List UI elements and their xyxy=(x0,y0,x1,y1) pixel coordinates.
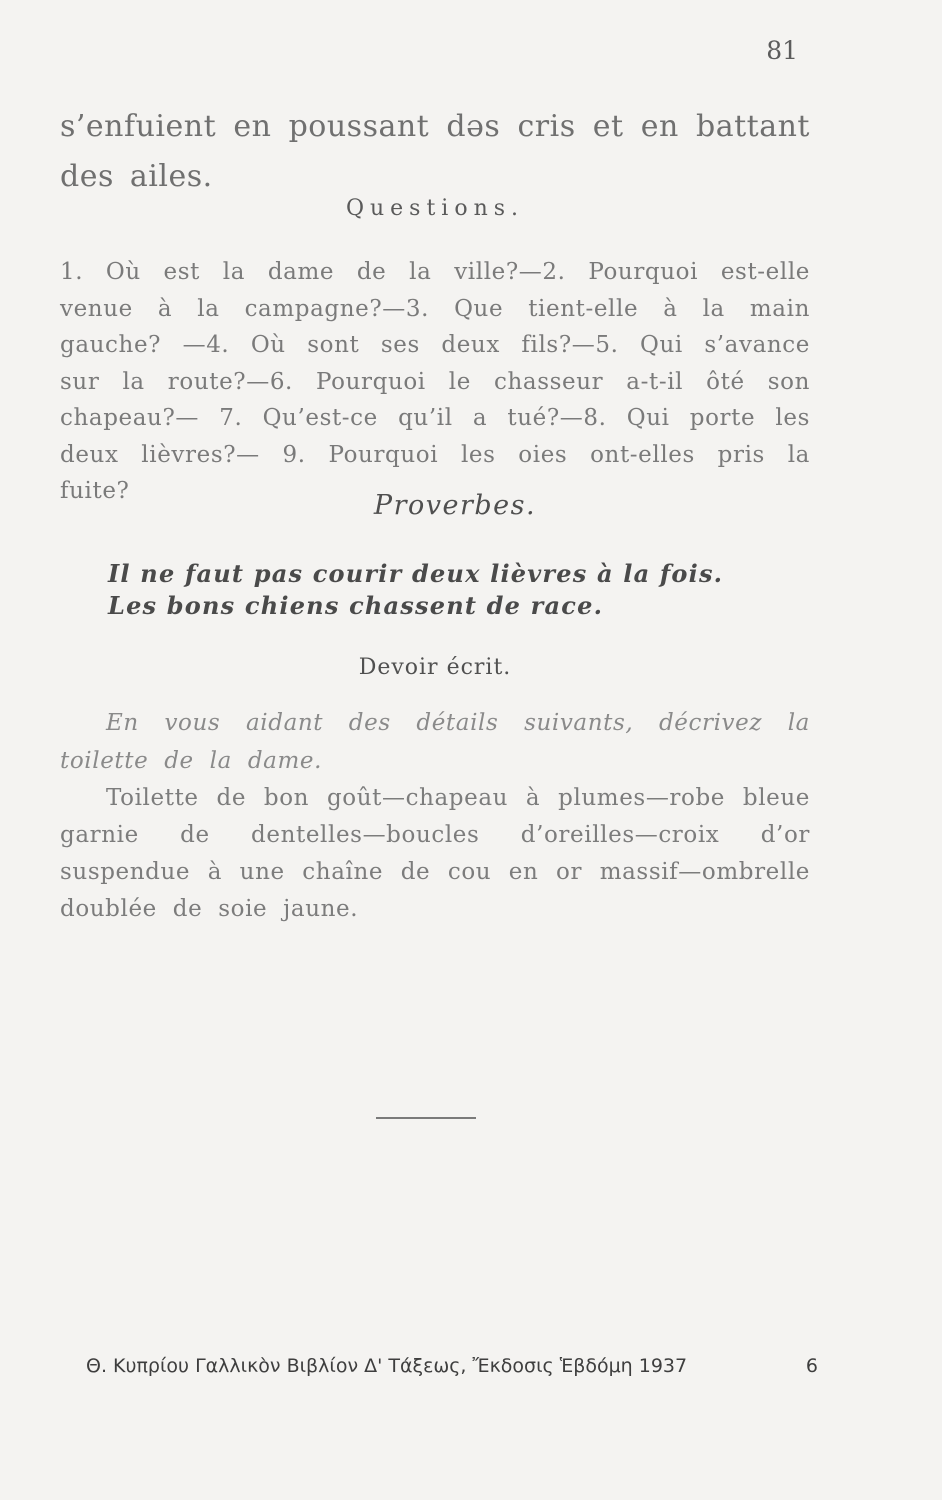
questions-paragraph: 1. Où est la dame de la ville?—2. Pourquoi est-elle venue à la campagne?—3. Que tient-elle à la main gauche? —4. Où sont ses deux fils?—5. Qui s’avance sur la route?—6. Pourquoi le chasseur a-t-il ôté son chapeau?— 7. Qu’est-ce qu’il a tué?—8. Qui porte les deux lièvres?— 9. Pourquoi les oies ont-elles pris la fuite? xyxy=(60,259,810,504)
footer-imprint: Θ. Κυπρίου Γαλλικὸν Βιβλίον Δ' Τάξεως, Ἔκδοσις Ἑβδόμη 1937 xyxy=(86,1355,688,1377)
footer xyxy=(86,1355,818,1377)
questions-heading: Questions. xyxy=(345,196,525,221)
devoir-instruction-text: En vous aidant des détails suivants, décrivez la toilette de la dame. xyxy=(60,710,810,774)
proverb-line: Il ne faut pas courir deux lièvres à la fois. xyxy=(108,559,724,588)
proverbs-heading: Proverbes. xyxy=(373,490,537,521)
section-divider xyxy=(376,1117,476,1119)
devoir-instruction xyxy=(60,704,810,780)
proverbs-list xyxy=(108,558,808,622)
page-number: 81 xyxy=(766,36,798,65)
intro-paragraph: s’enfuient en poussant dəs cris et en battant des ailes. xyxy=(60,109,810,194)
devoir-details xyxy=(60,780,810,928)
footer-signature-mark: 6 xyxy=(805,1355,818,1377)
proverb-line: Les bons chiens chassent de race. xyxy=(108,591,604,620)
devoir-heading: Devoir écrit. xyxy=(358,655,512,680)
devoir-details-text: Toilette de bon goût—chapeau à plumes—robe bleue garnie de dentelles—boucles d’oreilles—croix d’or suspendue à une chaîne de cou en or massif—ombrelle doublée de soie jaune. xyxy=(60,785,810,922)
